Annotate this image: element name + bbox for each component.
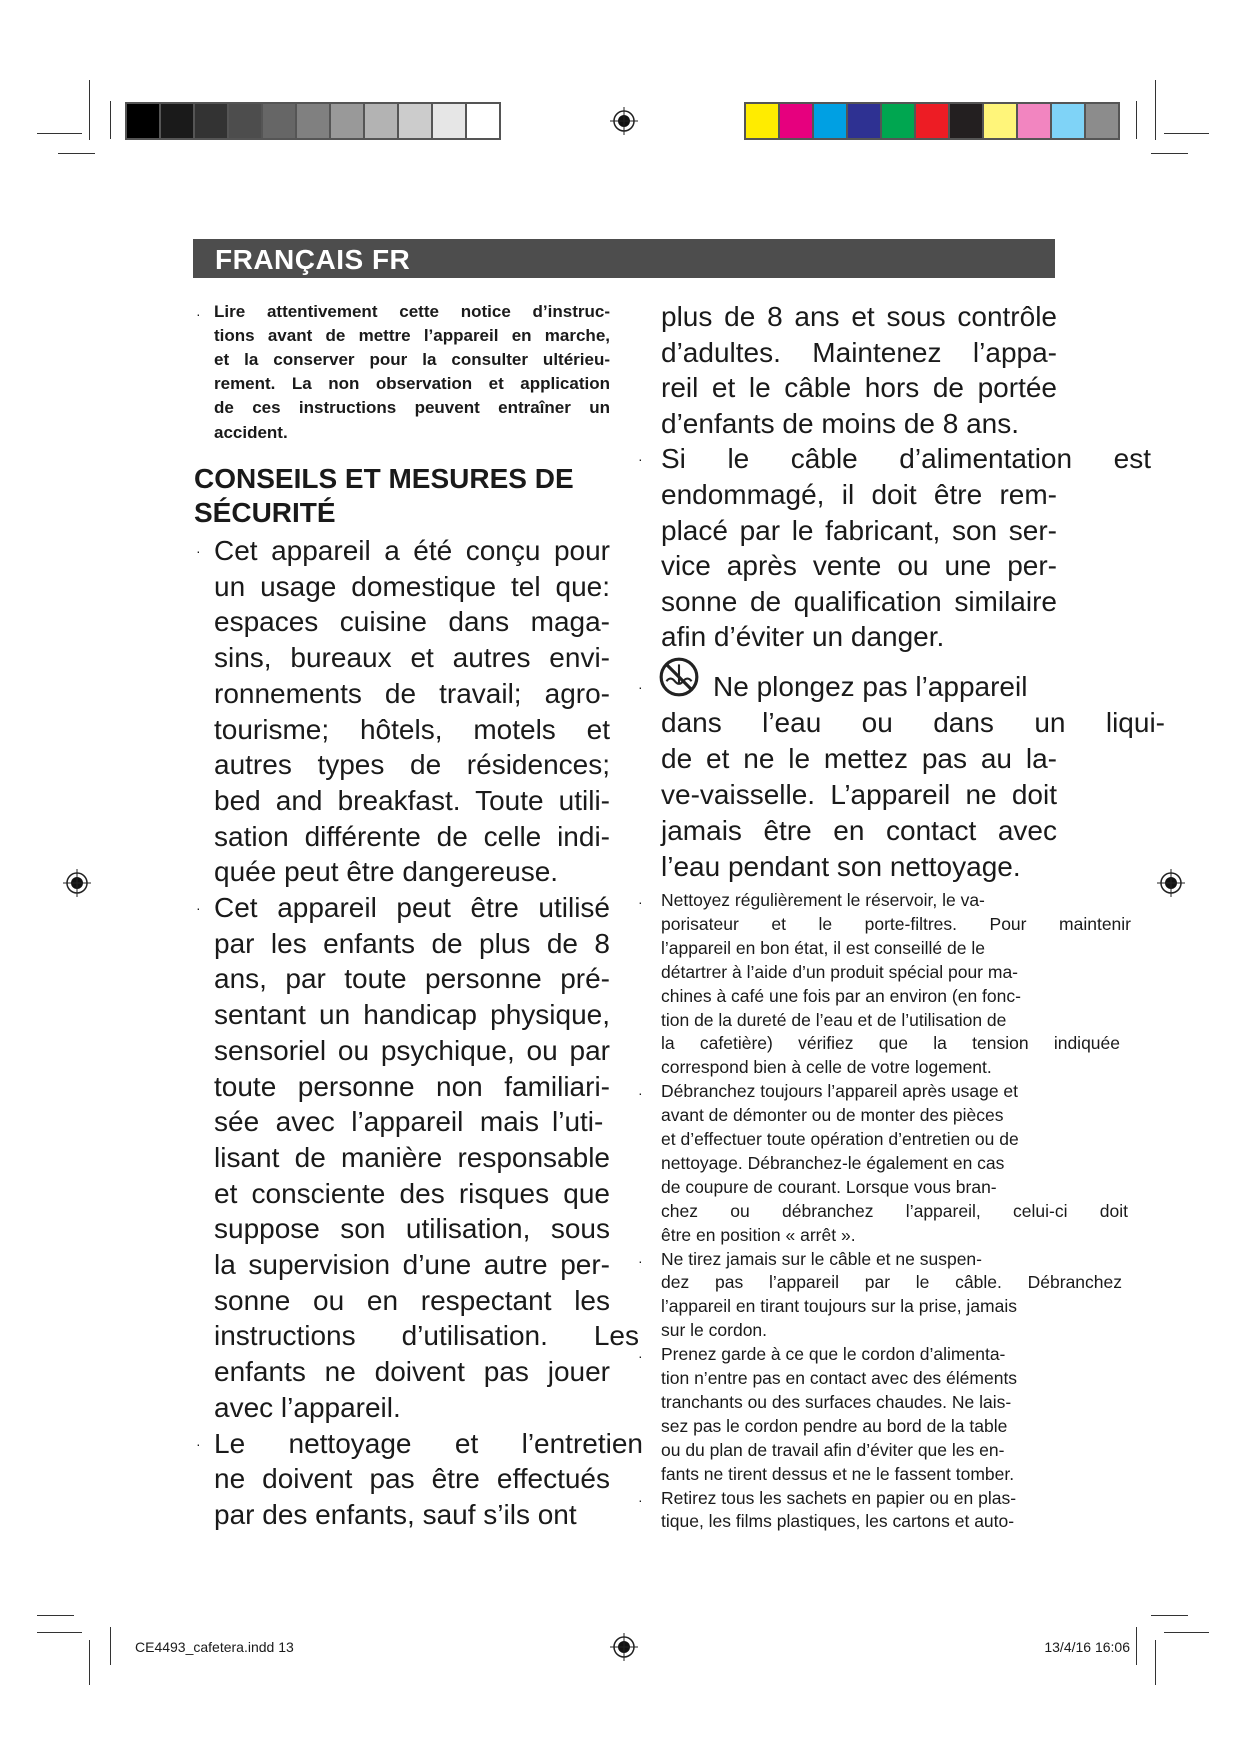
grayscale-color-bar bbox=[125, 102, 501, 140]
text-line: instructions d’utilisation. Les bbox=[214, 1320, 639, 1352]
text-line: afin d’éviter un danger. bbox=[661, 621, 945, 653]
text-line: sentant un handicap physique, bbox=[214, 999, 610, 1031]
text-line: et la conserver pour la consulter ultérieu- bbox=[214, 350, 610, 370]
text-line: Retirez tous les sachets en papier ou en plas- bbox=[661, 1487, 1017, 1508]
crop-mark bbox=[37, 1632, 82, 1633]
text-line: de coupure de courant. Lorsque vous bran- bbox=[661, 1176, 997, 1197]
text-line: l’eau pendant son nettoyage. bbox=[661, 850, 1021, 882]
text-line: fants ne tirent dessus et ne le fassent tomber. bbox=[661, 1463, 1015, 1484]
bullet-icon: · bbox=[638, 1348, 643, 1365]
text-line: et consciente des risques que bbox=[214, 1177, 610, 1209]
text-line: ve-vaisselle. L’appareil ne doit bbox=[661, 778, 1057, 810]
text-line: la cafetière) vérifiez que la tension indiquée bbox=[661, 1033, 1120, 1054]
text-line: tion de la dureté de l’eau et de l’utilisation de bbox=[661, 1009, 1007, 1030]
text-line: toute personne non familiari- bbox=[214, 1070, 610, 1102]
text-line: ou du plan de travail afin d’éviter que les en- bbox=[661, 1439, 1005, 1460]
text-line: quée peut être dangereuse. bbox=[214, 856, 559, 888]
crop-mark bbox=[1136, 1627, 1137, 1665]
section-heading: CONSEILS ET MESURES DE bbox=[194, 463, 574, 494]
text-line: détartrer à l’aide d’un produit spécial pour ma- bbox=[661, 961, 1018, 982]
color-swatch bbox=[365, 104, 399, 138]
bullet-icon: · bbox=[638, 1252, 643, 1269]
bullet-icon: · bbox=[196, 543, 201, 559]
text-line: Cet appareil a été conçu pour bbox=[214, 535, 610, 566]
crop-mark bbox=[89, 1640, 90, 1685]
text-line: Prenez garde à ce que le cordon d’alimenta- bbox=[661, 1344, 1006, 1365]
text-line: être en position « arrêt ». bbox=[661, 1224, 856, 1245]
color-swatch bbox=[263, 104, 297, 138]
text-line: de ces instructions peuvent entraîner un bbox=[214, 398, 610, 418]
text-line: d’enfants de moins de 8 ans. bbox=[661, 407, 1020, 439]
crop-mark bbox=[1151, 153, 1188, 154]
text-line: plus de 8 ans et sous contrôle bbox=[661, 301, 1057, 332]
text-line: porisateur et le porte-filtres. Pour maintenir bbox=[661, 913, 1131, 934]
bullet-icon: · bbox=[196, 306, 201, 322]
text-line: bed and breakfast. Toute utili- bbox=[214, 784, 610, 816]
text-line: rement. La non observation et application bbox=[214, 374, 610, 394]
text-line: espaces cuisine dans maga- bbox=[214, 606, 610, 638]
color-swatch bbox=[1018, 104, 1052, 138]
color-swatch bbox=[1086, 104, 1118, 138]
text-line: autres types de résidences; bbox=[214, 749, 610, 781]
color-swatch bbox=[467, 104, 499, 138]
overflow-text-fragment: l’uti- bbox=[552, 1106, 604, 1137]
text-line: sur le cordon. bbox=[661, 1320, 768, 1341]
color-swatch bbox=[433, 104, 467, 138]
text-line: suppose son utilisation, sous bbox=[214, 1213, 610, 1245]
crop-mark bbox=[89, 80, 90, 140]
text-line: l’appareil en tirant toujours sur la prise, jamais bbox=[661, 1296, 1017, 1317]
text-line: nettoyage. Débranchez-le également en cas bbox=[661, 1152, 1005, 1173]
text-line: sonne de qualification similaire bbox=[661, 585, 1057, 617]
bullet-icon: · bbox=[638, 679, 643, 695]
color-swatch bbox=[399, 104, 433, 138]
text-line: accident. bbox=[214, 422, 288, 442]
text-line: enfants ne doivent pas jouer bbox=[214, 1356, 610, 1388]
process-color-bar bbox=[744, 102, 1120, 140]
text-line: endommagé, il doit être rem- bbox=[661, 479, 1057, 510]
bullet-icon: · bbox=[638, 1085, 643, 1102]
text-line: tique, les films plastiques, les cartons et auto- bbox=[661, 1511, 1015, 1532]
bullet-icon: · bbox=[638, 451, 643, 468]
text-line: sins, bureaux et autres envi- bbox=[214, 642, 610, 674]
text-line: tions avant de mettre l’appareil en marche, bbox=[214, 326, 610, 346]
language-header-bar bbox=[193, 239, 1055, 278]
text-line: Ne plongez pas l’appareil bbox=[713, 671, 1028, 702]
crop-mark bbox=[37, 1615, 74, 1616]
text-line: Ne tirez jamais sur le câble et ne suspen- bbox=[661, 1248, 982, 1269]
text-line: sez pas le cordon pendre au bord de la table bbox=[661, 1415, 1008, 1436]
no-immersion-icon bbox=[658, 656, 700, 698]
color-swatch bbox=[331, 104, 365, 138]
text-line: ronnements de travail; agro- bbox=[214, 677, 610, 709]
text-line: par les enfants de plus de 8 bbox=[214, 927, 610, 959]
color-swatch bbox=[297, 104, 331, 138]
text-line: Le nettoyage et l’entretien bbox=[214, 1427, 643, 1459]
color-swatch bbox=[780, 104, 814, 138]
text-line: reil et le câble hors de portée bbox=[661, 372, 1057, 404]
color-swatch bbox=[1052, 104, 1086, 138]
language-label: FRANÇAIS FR bbox=[215, 244, 411, 275]
bullet-icon: · bbox=[196, 900, 201, 916]
text-line: ne doivent pas être effectués bbox=[214, 1463, 610, 1495]
crop-mark bbox=[1164, 133, 1209, 134]
color-swatch bbox=[848, 104, 882, 138]
text-line: avec l’appareil. bbox=[214, 1391, 401, 1423]
registration-mark-icon bbox=[62, 868, 92, 898]
crop-mark bbox=[1136, 101, 1137, 139]
text-line: de et ne le mettez pas au la- bbox=[661, 742, 1057, 774]
crop-mark bbox=[110, 1627, 111, 1665]
color-swatch bbox=[984, 104, 1018, 138]
crop-mark bbox=[1151, 1615, 1188, 1616]
bullet-icon: · bbox=[638, 1491, 643, 1508]
text-line: par des enfants, sauf s’ils ont bbox=[214, 1498, 577, 1530]
color-swatch bbox=[882, 104, 916, 138]
text-line: Si le câble d’alimentation est bbox=[661, 443, 1151, 475]
color-swatch bbox=[161, 104, 195, 138]
color-swatch bbox=[916, 104, 950, 138]
crop-mark bbox=[58, 153, 95, 154]
text-line: jamais être en contact avec bbox=[661, 814, 1057, 846]
text-line: l’appareil en bon état, il est conseillé de le bbox=[661, 937, 985, 958]
text-line: tourisme; hôtels, motels et bbox=[214, 713, 610, 745]
color-swatch bbox=[814, 104, 848, 138]
text-line: sation différente de celle indi- bbox=[214, 820, 610, 852]
crop-mark bbox=[1155, 80, 1156, 140]
text-line: un usage domestique tel que: bbox=[214, 570, 610, 602]
text-line: Nettoyez régulièrement le réservoir, le va- bbox=[661, 890, 985, 910]
text-line: Débranchez toujours l’appareil après usage et bbox=[661, 1081, 1019, 1102]
text-line: Lire attentivement cette notice d’instruc- bbox=[214, 302, 610, 321]
text-line: sensoriel ou psychique, ou par bbox=[214, 1034, 610, 1066]
color-swatch bbox=[950, 104, 984, 138]
text-line: lisant de manière responsable bbox=[214, 1141, 610, 1173]
crop-mark bbox=[1155, 1640, 1156, 1685]
text-line: correspond bien à celle de votre logement. bbox=[661, 1057, 992, 1078]
section-heading: SÉCURITÉ bbox=[194, 497, 336, 528]
text-line: ans, par toute personne pré- bbox=[214, 963, 610, 995]
text-line: tion n’entre pas en contact avec des éléments bbox=[661, 1368, 1018, 1388]
text-line: placé par le fabricant, son ser- bbox=[661, 514, 1057, 546]
registration-mark-icon bbox=[1156, 868, 1186, 898]
text-line: sonne ou en respectant les bbox=[214, 1284, 610, 1316]
crop-mark bbox=[1164, 1632, 1209, 1633]
footer-file-name: CE4493_cafetera.indd 13 bbox=[135, 1639, 294, 1655]
registration-mark-icon bbox=[609, 1632, 639, 1662]
text-line: dez pas l’appareil par le câble. Débranchez bbox=[661, 1272, 1122, 1293]
registration-mark-icon bbox=[609, 106, 639, 136]
footer-datetime: 13/4/16 16:06 bbox=[1044, 1639, 1130, 1655]
text-line: avant de démonter ou de monter des pièces bbox=[661, 1105, 1004, 1126]
text-line: vice après vente ou une per- bbox=[661, 550, 1057, 582]
text-line: tranchants ou des surfaces chaudes. Ne lais- bbox=[661, 1391, 1012, 1412]
text-line: chez ou débranchez l’appareil, celui-ci doit bbox=[661, 1200, 1128, 1221]
color-swatch bbox=[746, 104, 780, 138]
text-line: la supervision d’une autre per- bbox=[214, 1249, 610, 1280]
color-swatch bbox=[195, 104, 229, 138]
text-line: d’adultes. Maintenez l’appa- bbox=[661, 336, 1057, 368]
bullet-icon: · bbox=[196, 1435, 201, 1452]
bullet-icon: · bbox=[638, 894, 643, 910]
color-swatch bbox=[127, 104, 161, 138]
text-line: chines à café une fois par an environ (en fonc- bbox=[661, 985, 1021, 1006]
text-line: dans l’eau ou dans un liqui- bbox=[661, 706, 1165, 738]
text-line: et d’effectuer toute opération d’entretien ou de bbox=[661, 1129, 1019, 1149]
text-line: Cet appareil peut être utilisé bbox=[214, 892, 610, 923]
text-line: sée avec l’appareil mais bbox=[214, 1106, 539, 1138]
crop-mark bbox=[110, 101, 111, 139]
color-swatch bbox=[229, 104, 263, 138]
crop-mark bbox=[37, 133, 82, 134]
